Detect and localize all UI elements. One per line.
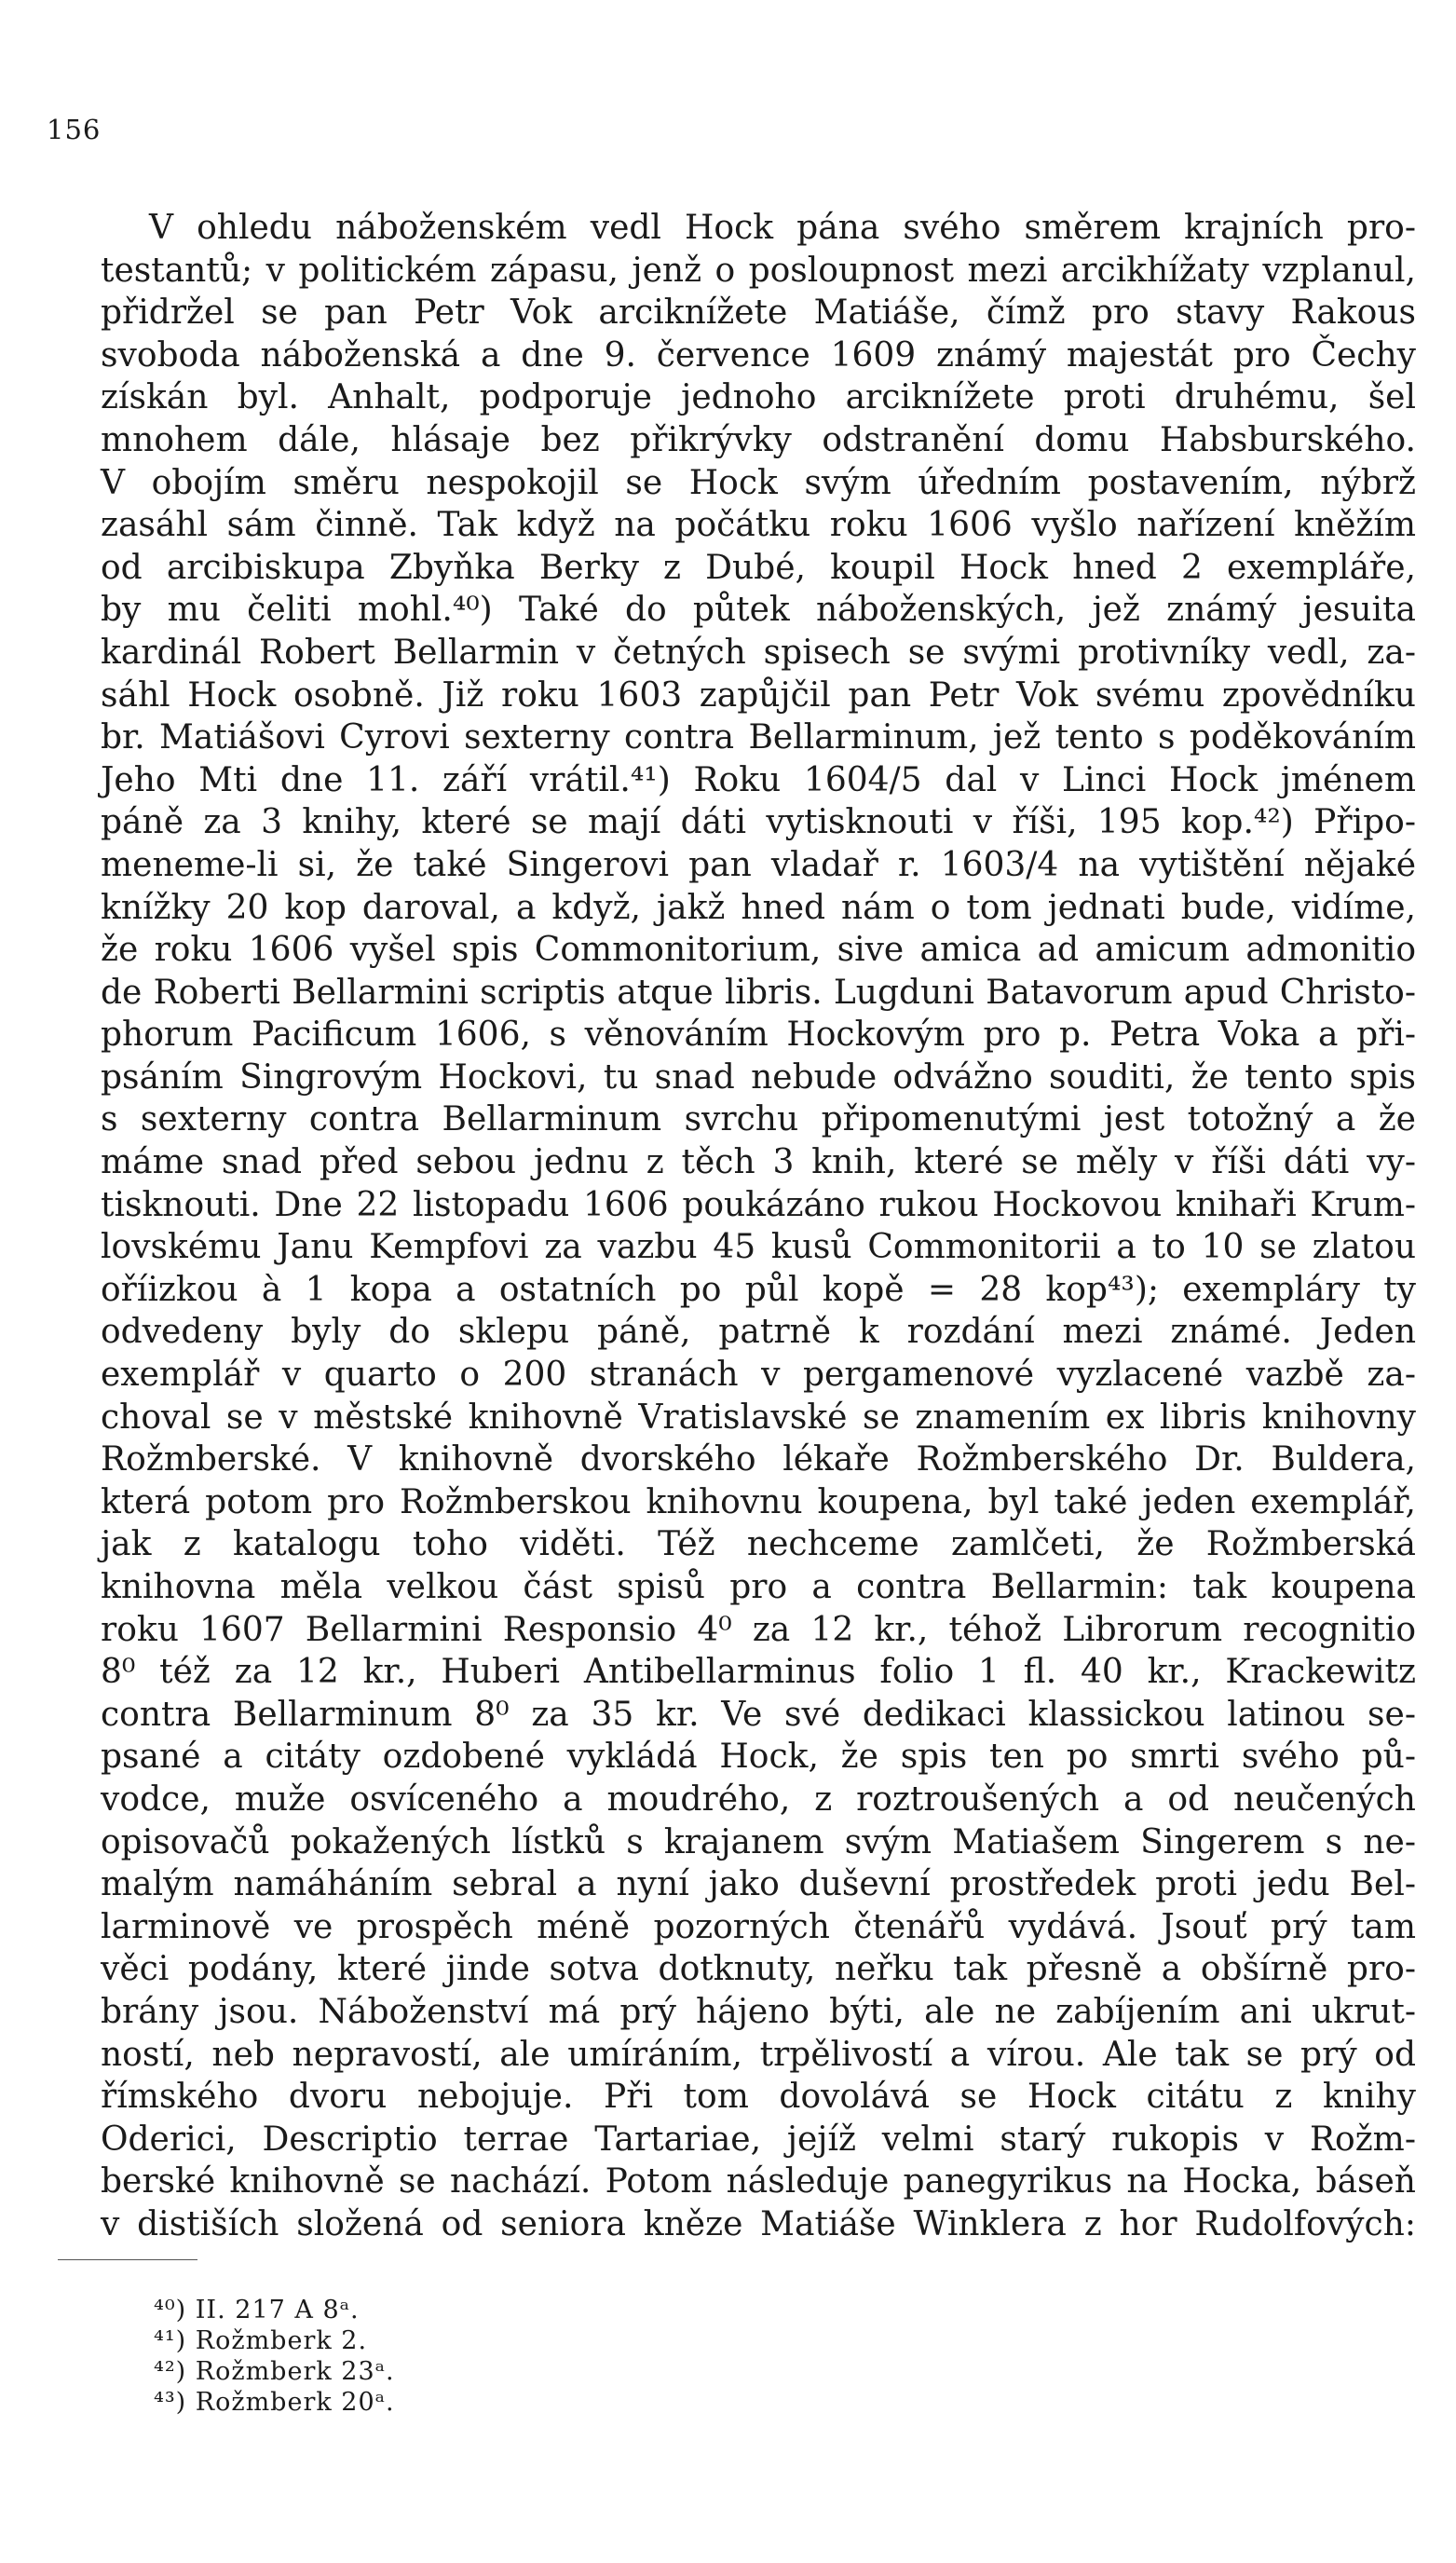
text-line: římského dvoru nebojuje. Při tom dovolává se Hock citátu z knihy [101, 2078, 1416, 2117]
text-line: malým namáháním sebral a nyní jako duševní prostředek proti jedu Bel- [101, 1865, 1416, 1904]
text-line: oříizkou à 1 kopa a ostatních po půl kopě = 28 kop⁴³); exempláry ty [101, 1270, 1416, 1309]
text-line: knihovna měla velkou část spisů pro a contra Bellarmin: tak koupena [101, 1568, 1416, 1606]
text-line: že roku 1606 vyšel spis Commonitorium, sive amica ad amicum admonitio [101, 931, 1416, 970]
text-line: svoboda náboženská a dne 9. července 1609 známý majestát pro Čechy [101, 335, 1416, 375]
text-line: Oderici, Descriptio terrae Tartariae, jejíž velmi starý rukopis v Rožm- [101, 2120, 1416, 2159]
text-line: lovskému Janu Kempfovi za vazbu 45 kusů Commonitorii a to 10 se zlatou [101, 1228, 1416, 1267]
text-line: br. Matiášovi Cyrovi sexterny contra Bellarminum, jež tento s poděkováním [101, 718, 1416, 757]
text-line: získán byl. Anhalt, podporuje jednoho arciknížete proti druhému, šel [101, 378, 1416, 417]
text-line: jak z katalogu toho viděti. Též nechceme zamlčeti, že Rožmberská [101, 1525, 1416, 1564]
body-text [101, 207, 1416, 2246]
text-line: máme snad před sebou jednu z těch 3 knih, které se měly v říši dáti vy- [101, 1143, 1416, 1182]
text-line: psané a citáty ozdobené vykládá Hock, že spis ten po smrti svého pů- [101, 1738, 1416, 1777]
text-line: choval se v městské knihovně Vratislavské se znamením ex libris knihovny [101, 1397, 1416, 1437]
text-line: Rožmberské. V knihovně dvorského lékaře Rožmberského Dr. Buldera, [101, 1440, 1416, 1479]
text-line: věci podány, které jinde sotva dotknuty, neřku tak přesně a obšírně pro- [101, 1950, 1416, 1989]
text-line: contra Bellarminum 8⁰ za 35 kr. Ve své dedikaci klassickou latinou se- [101, 1695, 1416, 1734]
text-line: která potom pro Rožmberskou knihovnu koupena, byl také jeden exemplář, [101, 1482, 1416, 1521]
footnote-42: ⁴²) Rožmberk 23ᵃ. [154, 2357, 395, 2386]
text-line: tisknouti. Dne 22 listopadu 1606 poukázáno rukou Hockovou knihaři Krum- [101, 1185, 1416, 1224]
text-line: Jeho Mti dne 11. září vrátil.⁴¹) Roku 1604/5 dal v Linci Hock jménem [101, 760, 1416, 799]
text-line: mnohem dále, hlásaje bez přikrývky odstranění domu Habsburského. [101, 420, 1416, 459]
text-line: V obojím směru nespokojil se Hock svým úředním postavením, nýbrž [101, 463, 1416, 502]
footnote-43: ⁴³) Rožmberk 20ᵃ. [154, 2388, 395, 2417]
footnotes [154, 2295, 395, 2418]
text-line: vodce, muže osvíceného a moudrého, z roztroušených a od neučených [101, 1779, 1416, 1819]
text-line: s sexterny contra Bellarminum svrchu připomenutými jest totožný a že [101, 1100, 1416, 1139]
text-line: opisovačů pokažených lístků s krajanem svým Matiašem Singerem s ne- [101, 1822, 1416, 1861]
footnote-41: ⁴¹) Rožmberk 2. [154, 2326, 368, 2355]
text-line: roku 1607 Bellarmini Responsio 4⁰ za 12 kr., téhož Librorum recognitio [101, 1610, 1416, 1649]
text-line: by mu čeliti mohl.⁴⁰) Také do půtek náboženských, jež známý jesuita [101, 591, 1416, 630]
text-line: knížky 20 kop daroval, a když, jakž hned nám o tom jednati bude, vidíme, [101, 888, 1416, 927]
text-line: phorum Pacificum 1606, s věnováním Hockovým pro p. Petra Voka a při- [101, 1016, 1416, 1055]
text-line: de Roberti Bellarmini scriptis atque libris. Lugduni Batavorum apud Christo- [101, 973, 1416, 1012]
text-line: páně za 3 knihy, které se mají dáti vytisknouti v říši, 195 kop.⁴²) Připo- [101, 803, 1416, 842]
text-line: testantů; v politickém zápasu, jenž o posloupnost mezi arcikhížaty vzplanul, [101, 251, 1416, 290]
text-line: 8⁰ též za 12 kr., Huberi Antibellarminus folio 1 fl. 40 kr., Krackewitz [101, 1653, 1416, 1692]
footnote-divider [58, 2259, 197, 2260]
text-line: kardinál Robert Bellarmin v četných spisech se svými protivníky vedl, za- [101, 633, 1416, 672]
text-line: odvedeny byly do sklepu páně, patrně k rozdání mezi známé. Jeden [101, 1313, 1416, 1352]
text-line: berské knihovně se nachází. Potom následuje panegyrikus na Hocka, báseň [101, 2162, 1416, 2202]
text-line: exemplář v quarto o 200 stranách v pergamenové vyzlacené vazbě za- [101, 1356, 1416, 1395]
text-line: larminově ve prospěch méně pozorných čtenářů vydává. Jsouť prý tam [101, 1907, 1416, 1946]
footnote-40: ⁴⁰) II. 217 A 8ᵃ. [154, 2296, 360, 2324]
text-line: od arcibiskupa Zbyňka Berky z Dubé, koupil Hock hned 2 exempláře, [101, 548, 1416, 587]
text-line: zasáhl sám činně. Tak když na počátku roku 1606 vyšlo nařízení kněžím [101, 506, 1416, 545]
text-line: přidržel se pan Petr Vok arciknížete Matiáše, čímž pro stavy Rakous [101, 293, 1416, 333]
text-line: brány jsou. Náboženství má prý hájeno býti, ale ne zabíjením ani ukrut- [101, 1992, 1416, 2031]
page-number: 156 [47, 114, 102, 145]
text-line: ností, neb nepravostí, ale umíráním, trpělivostí a vírou. Ale tak se prý od [101, 2035, 1416, 2074]
text-line: psáním Singrovým Hockovi, tu snad nebude odvážno souditi, že tento spis [101, 1057, 1416, 1097]
text-line: meneme-li si, že také Singerovi pan vladař r. 1603/4 na vytištění nějaké [101, 845, 1416, 884]
text-line: v distiších složená od seniora kněze Matiáše Winklera z hor Rudolfových: [101, 2204, 1416, 2243]
text-line: sáhl Hock osobně. Již roku 1603 zapůjčil pan Petr Vok svému zpovědníku [101, 675, 1416, 715]
text-line: V ohledu náboženském vedl Hock pána svého směrem krajních pro- [149, 209, 1416, 247]
